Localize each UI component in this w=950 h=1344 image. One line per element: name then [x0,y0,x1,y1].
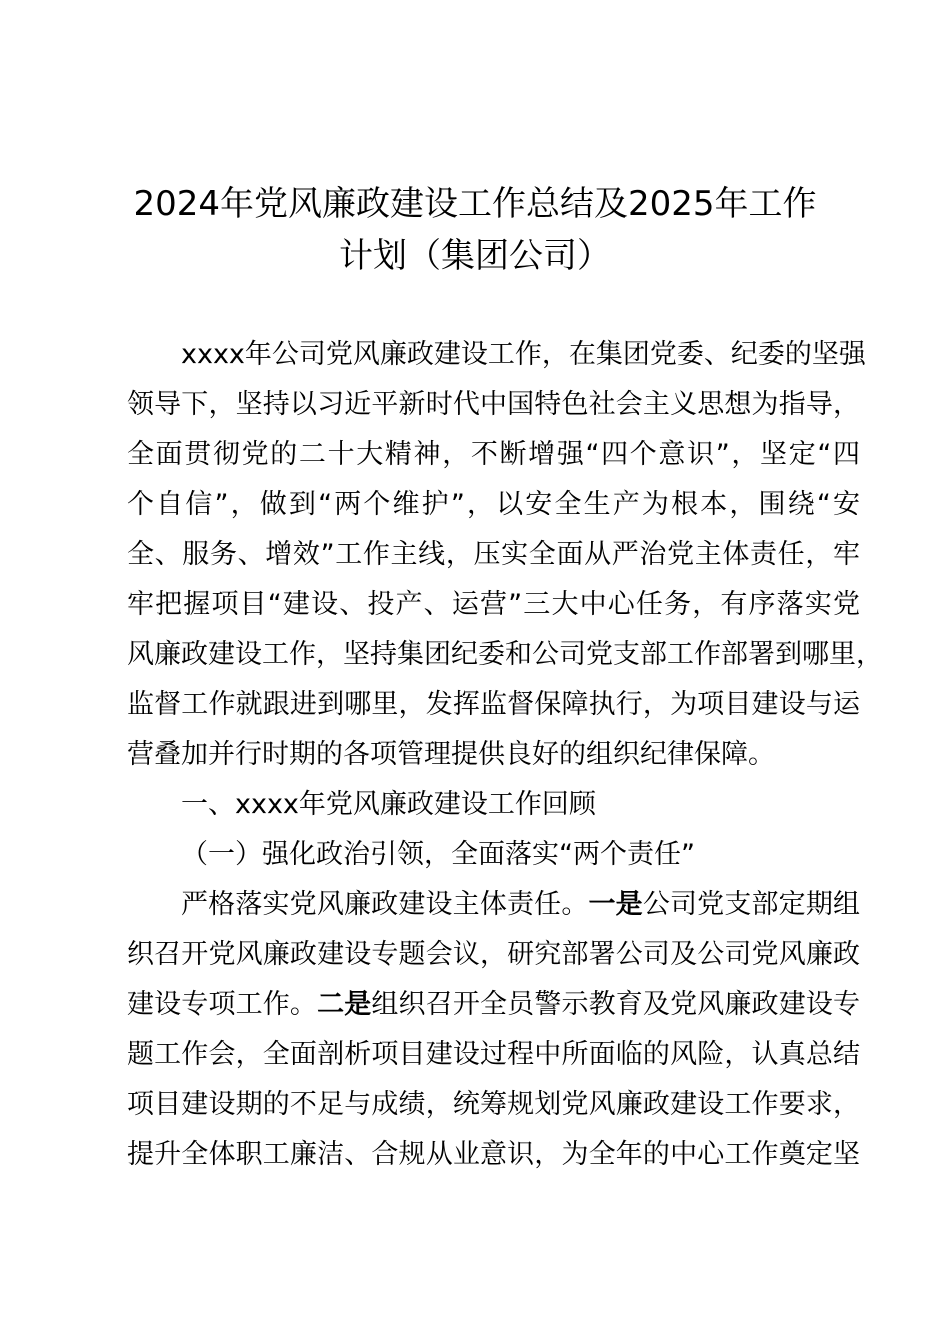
para2-bold-marker-1: 一是 [588,889,643,920]
intro-line: 监督工作就跟进到哪里，发挥监督保障执行，为项目建设与运 [127,689,860,720]
document-body [127,330,883,1180]
intro-line: 全面贯彻党的二十大精神，不断增强“四个意识”，坚定“四 [127,439,860,470]
intro-line: 领导下，坚持以习近平新时代中国特色社会主义思想为指导， [127,389,860,420]
para2-line-6: 提升全体职工廉洁、合规从业意识，为全年的中心工作奠定坚 [127,1139,860,1170]
para2-line-3 [127,980,860,1030]
intro-line: 个自信”，做到“两个维护”，以安全生产为根本，围绕“安 [127,489,860,520]
para2-line-1 [127,880,860,930]
para2-line-2: 织召开党风廉政建设专题会议，研究部署公司及公司党风廉政 [127,939,860,970]
para2-text: 公司党支部定期组 [642,889,861,920]
para2-bold-marker-2: 二是 [317,989,372,1020]
section-heading-1: 一、xxxx年党风廉政建设工作回顾 [181,789,596,820]
document-title [110,178,840,282]
intro-line: xxxx年公司党风廉政建设工作，在集团党委、纪委的坚强 [181,339,866,370]
intro-line: 营叠加并行时期的各项管理提供良好的组织纪律保障。 [127,739,775,770]
section-heading-2: （一）强化政治引领，全面落实“两个责任” [181,839,695,870]
intro-line: 牢把握项目“建设、投产、运营”三大中心任务，有序落实党 [127,589,860,620]
title-line-1: 2024年党风廉政建设工作总结及2025年工作 [133,184,817,224]
title-line-2: 计划（集团公司） [339,236,611,276]
intro-line: 全、服务、增效”工作主线，压实全面从严治党主体责任，牢 [127,539,860,570]
intro-line: 风廉政建设工作，坚持集团纪委和公司党支部工作部署到哪里， [127,639,883,670]
para2-line-4: 题工作会，全面剖析项目建设过程中所面临的风险，认真总结 [127,1039,860,1070]
para2-lead: 严格落实党风廉政建设主体责任。 [181,889,589,920]
para2-line-5: 项目建设期的不足与成绩，统筹规划党风廉政建设工作要求， [127,1089,860,1120]
para2-text: 建设专项工作。 [127,989,318,1020]
para2-text: 组织召开全员警示教育及党风廉政建设专 [371,989,861,1020]
